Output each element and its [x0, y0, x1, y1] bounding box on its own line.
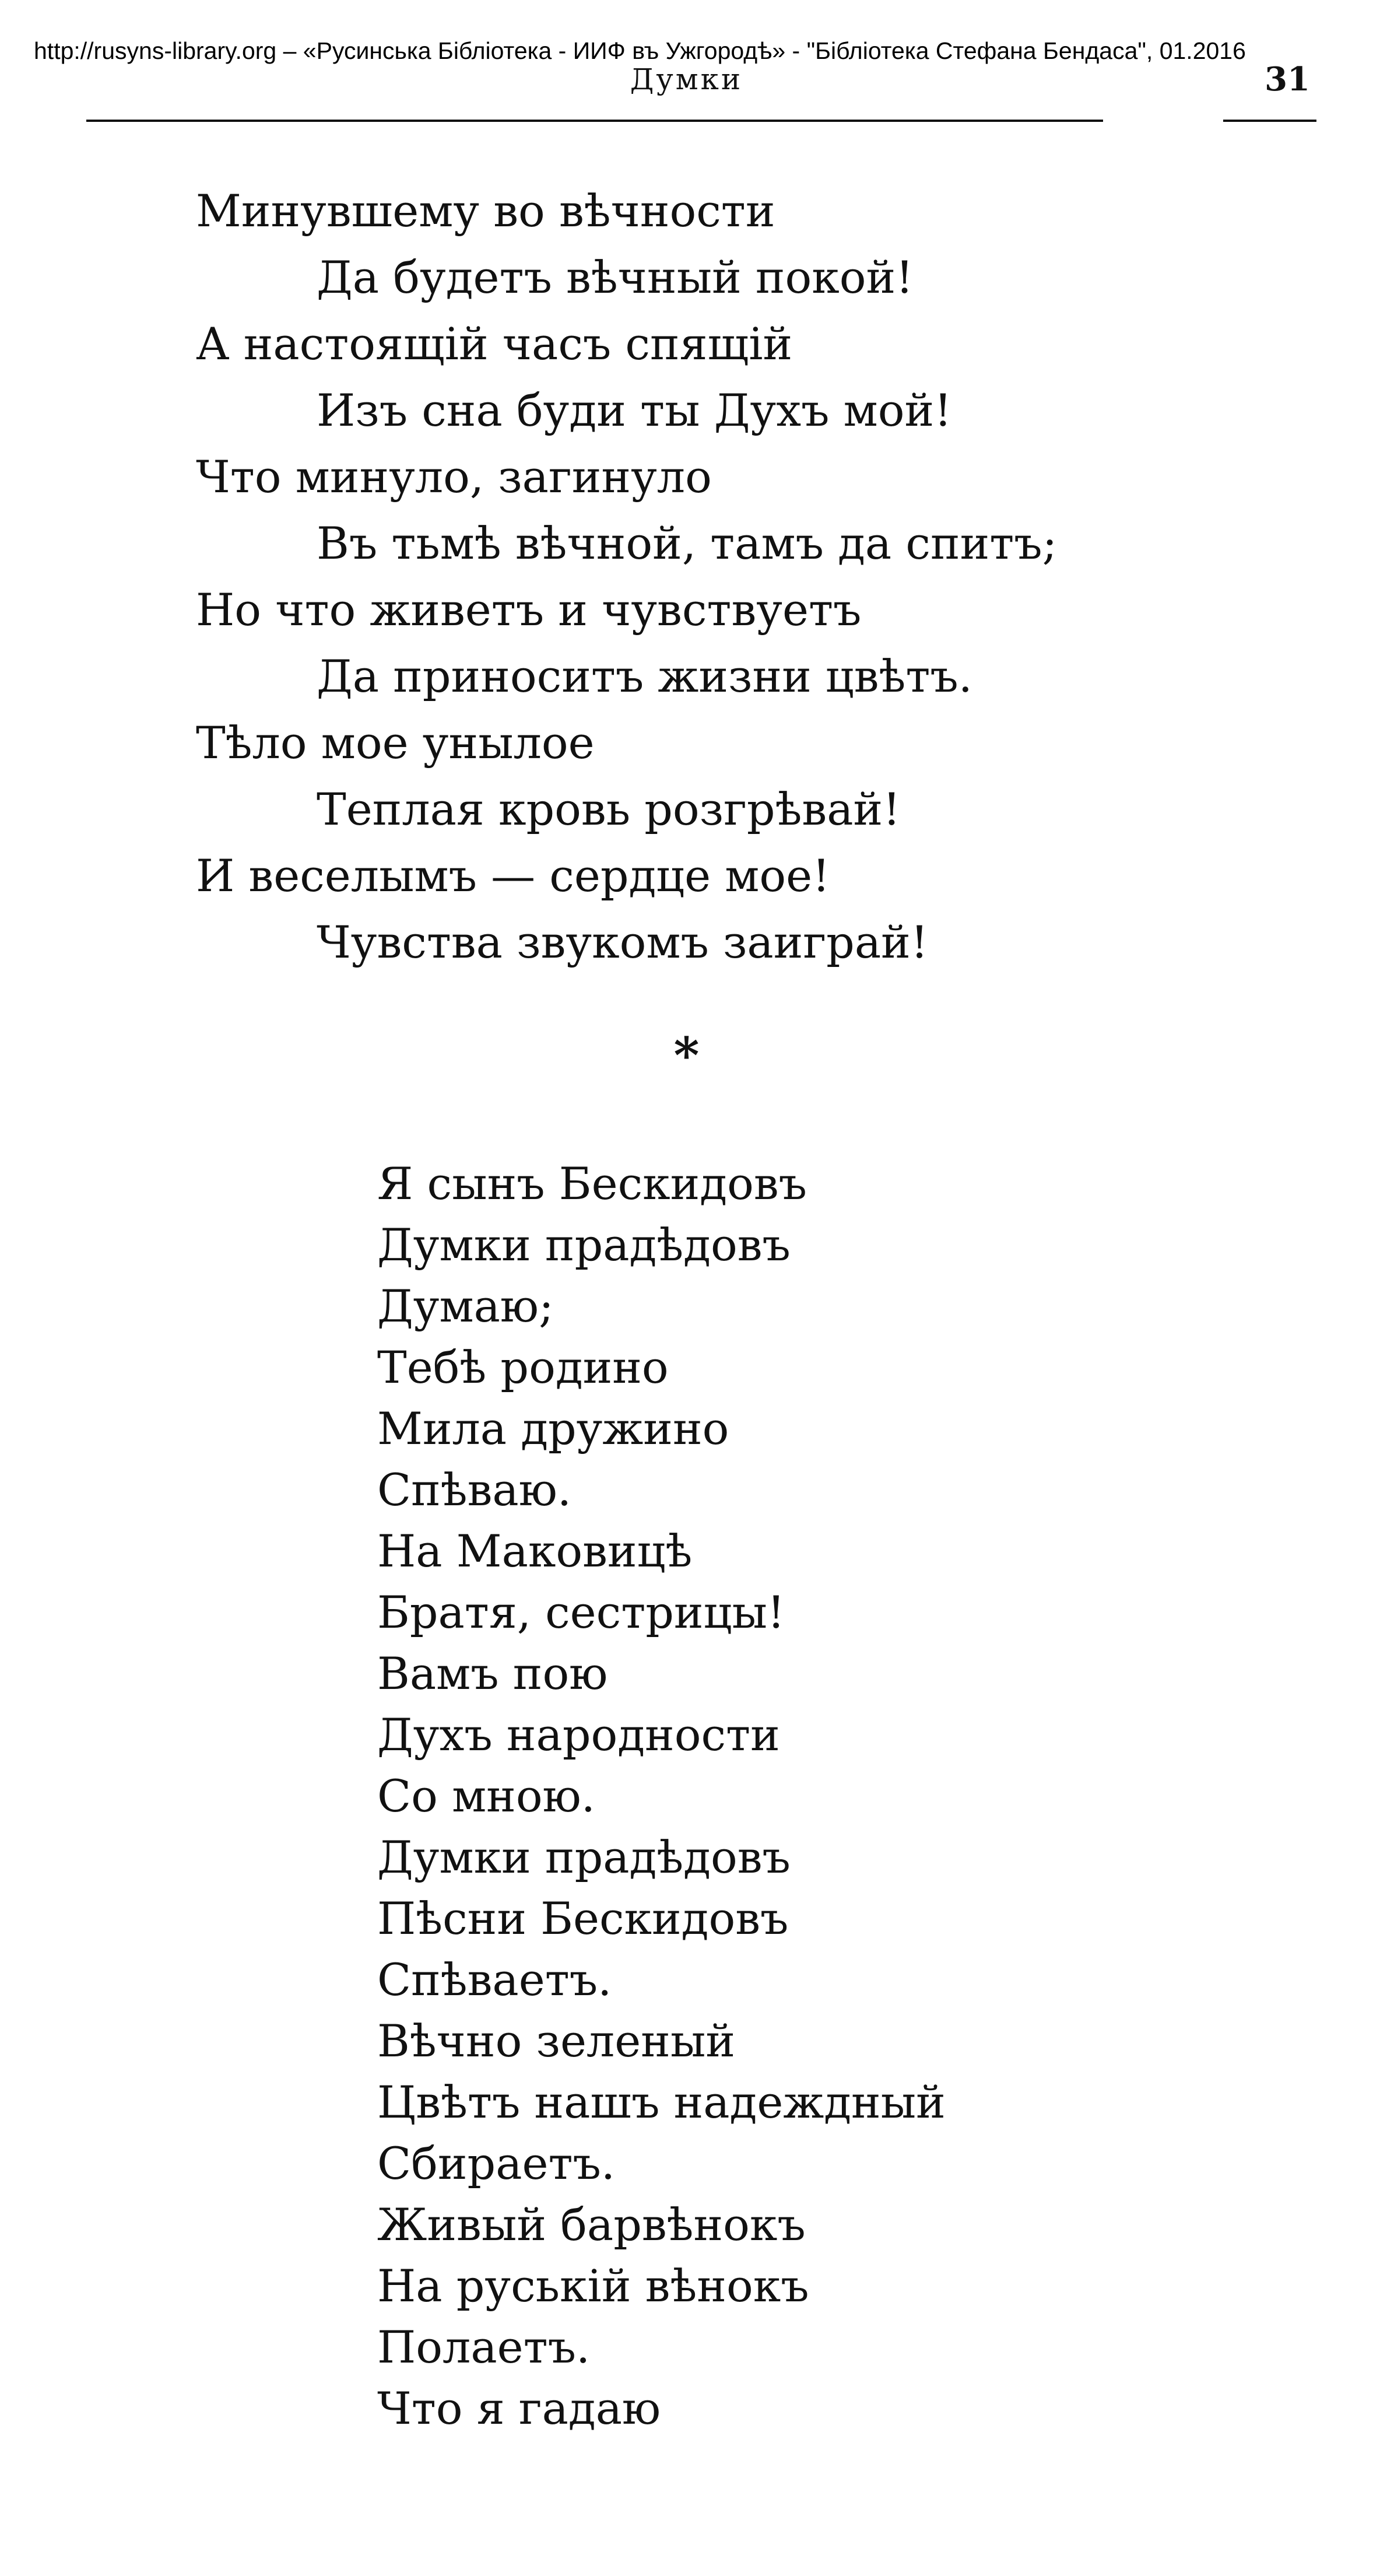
- poem-line: На руській вѣнокъ: [377, 2260, 809, 2312]
- poem-line-indented: Въ тьмѣ вѣчной, тамъ да спитъ;: [317, 517, 1058, 569]
- poem-line: Духъ народности: [377, 1709, 780, 1761]
- poem-line: Пѣсни Бескидовъ: [377, 1892, 789, 1944]
- poem-line: Что я гадаю: [377, 2382, 661, 2434]
- header-rule-left: [86, 120, 1103, 122]
- poem-line-indented: Изъ сна буди ты Духъ мой!: [317, 384, 952, 436]
- poem-line: Спѣваетъ.: [377, 1954, 612, 2006]
- poem-line: Думки прадѣдовъ: [377, 1219, 791, 1271]
- poem-line: И веселымъ — сердце мое!: [196, 850, 830, 902]
- page-number: 31: [1265, 60, 1310, 99]
- poem-line: Думки прадѣдовъ: [377, 1831, 791, 1883]
- stanza: [196, 577, 1057, 710]
- poem-line: На Маковицѣ: [377, 1525, 693, 1577]
- poem-line: Живый барвѣнокъ: [377, 2199, 806, 2251]
- poem-line: Сбираетъ.: [377, 2137, 616, 2189]
- poem-line: Тебѣ родино: [377, 1341, 669, 1393]
- source-url-line: http://rusyns-library.org – «Русинська Бібліотека - ИИФ въ Ужгородѣ» - "Бібліотека Стефана Бендаса", 01.2016: [34, 37, 1246, 64]
- poem-line: Но что живетъ и чувствуетъ: [196, 584, 862, 636]
- poem-line-indented: Теплая кровь розгрѣвай!: [317, 783, 901, 835]
- poem-line: Вѣчно зеленый: [377, 2015, 735, 2067]
- poem-line: Спѣваю.: [377, 1464, 572, 1516]
- stanza: [196, 710, 1057, 843]
- poem-line-indented: Да будетъ вѣчный покой!: [317, 251, 914, 303]
- poem-line-indented: Да приноситъ жизни цвѣтъ.: [317, 650, 972, 702]
- poem-line: Вамъ пою: [377, 1648, 608, 1699]
- poem-line: Я сынъ Бескидовъ: [377, 1158, 807, 1210]
- poem-line: Цвѣтъ нашъ надеждный: [377, 2076, 946, 2128]
- poem-line: Полаетъ.: [377, 2321, 591, 2373]
- poem-line: Минувшему во вѣчности: [196, 185, 775, 237]
- poem-line: Братя, сестрицы!: [377, 1586, 785, 1638]
- poem-line: Думаю;: [377, 1280, 554, 1332]
- poem-one: [196, 178, 1057, 976]
- poem-line: Что минуло, загинуло: [196, 451, 712, 503]
- asterisk-separator: *: [673, 1026, 700, 1084]
- stanza: [196, 178, 1057, 311]
- running-title: Думки: [630, 62, 743, 96]
- stanza: [196, 843, 1057, 976]
- poem-line: Тѣло мое унылое: [196, 717, 595, 769]
- poem-two: [377, 1153, 946, 2439]
- poem-line: Мила дружино: [377, 1403, 729, 1455]
- poem-line-indented: Чувства звукомъ заиграй!: [317, 916, 929, 968]
- stanza: [196, 311, 1057, 444]
- poem-line: А настоящій часъ спящій: [196, 318, 793, 370]
- header-rule-right: [1223, 120, 1316, 122]
- stanza: [196, 444, 1057, 577]
- poem-line: Со мною.: [377, 1770, 595, 1822]
